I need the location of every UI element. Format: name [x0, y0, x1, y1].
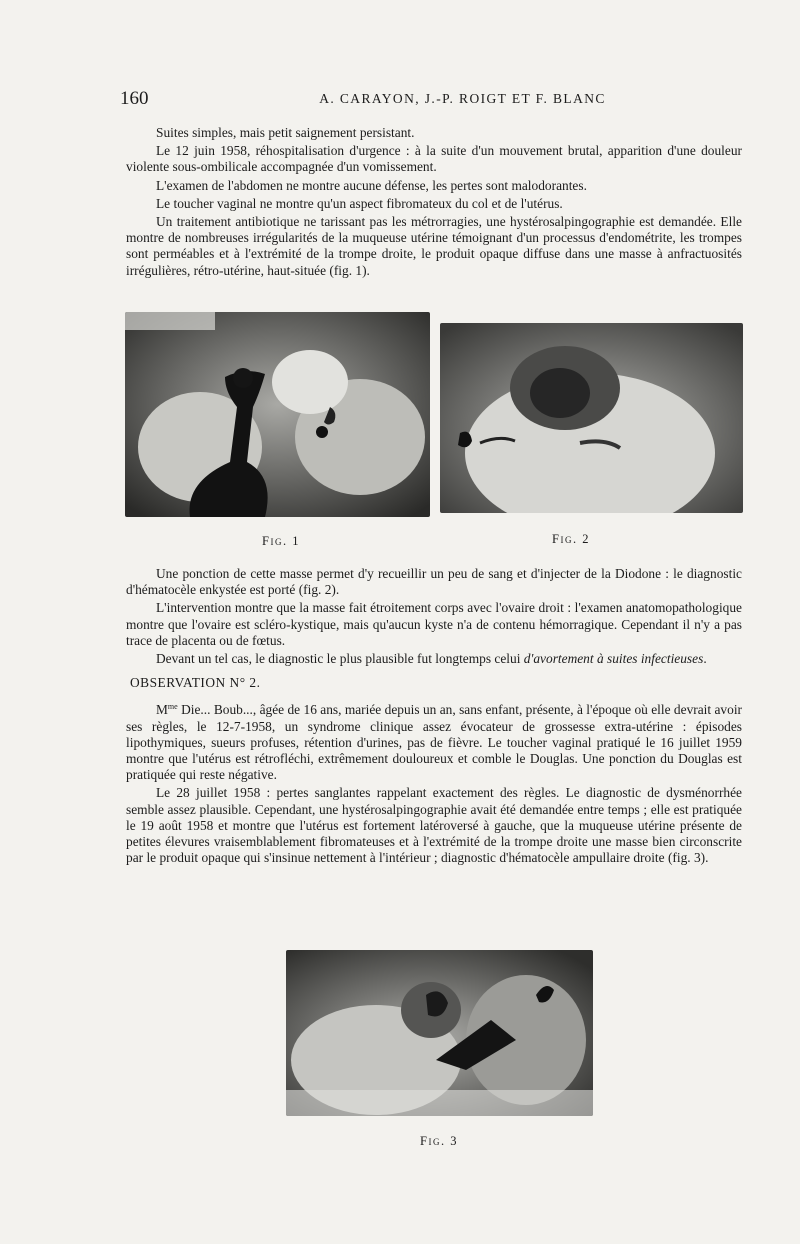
paragraph: [126, 651, 742, 667]
figure-2-caption: Fig. 2: [552, 532, 590, 546]
paragraph: L'intervention montre que la masse fait étroitement corps avec l'ovaire droit : l'examen anatomopathologique montre que l'ovaire est scléro-kystique, mais qu'aucun kyste n'a de contenu hémorragique. Cependant il n'y a pas trace de placenta ou de fœtus.: [126, 600, 742, 648]
title-abbr: M: [156, 702, 168, 718]
text-block-top: [126, 125, 742, 281]
text-block-middle: [126, 566, 742, 868]
figure-3-caption: Fig. 3: [420, 1134, 458, 1148]
paragraph-end: .: [703, 651, 707, 667]
figure-1-radiograph: [125, 312, 430, 517]
paragraph-text: Devant un tel cas, le diagnostic le plus plausible fut longtemps celui: [156, 651, 524, 667]
title-abbr-sup: me: [167, 702, 178, 712]
paragraph: Le 12 juin 1958, réhospitalisation d'urgence : à la suite d'un mouvement brutal, apparition d'une douleur violente sous-ombilicale accompagnée d'un vomissement.: [126, 143, 742, 175]
paragraph: Suites simples, mais petit saignement persistant.: [156, 125, 415, 140]
paragraph: Le toucher vaginal ne montre qu'un aspect fibromateux du col et de l'utérus.: [156, 195, 563, 211]
observation-heading: OBSERVATION N° 2.: [130, 675, 261, 691]
observation-paragraph-2: Le 28 juillet 1958 : pertes sanglantes rappelant exactement des règles. Le diagnostic de dysménorrhée semble assez plausible. Cependant, une hystérosalpingographie avait été demandée entre temps ; elle est pratiquée le 19 août 1958 et montre que l'utérus est fortement latéroversé à gauche, que la muqueuse utérine présente de petites élevures vraisemblablement fibromateuses et à l'extrémité de la trompe droite une masse bien circonscrite par le produit opaque qui s'insinue nettement à l'intérieur ; diagnostic d'hématocèle ampullaire droite (fig. 3).: [126, 785, 742, 866]
figure-1-caption: Fig. 1: [262, 534, 300, 548]
paragraph: L'examen de l'abdomen ne montre aucune défense, les pertes sont malodorantes.: [156, 177, 587, 193]
paragraph: Un traitement antibiotique ne tarissant pas les métrorragies, une hystérosalpingographie est demandée. Elle montre de nombreuses irrégularités de la muqueuse utérine témoignant d'un processus d'endométrite, les trompes sont perméables et à l'extrémité de la trompe droite, le produit opaque diffuse dans une masse à anfractuosités irrégulières, rétro-utérine, haut-située (fig. 1).: [126, 214, 742, 278]
observation-paragraph-1: [126, 699, 742, 783]
page-number: 160: [120, 88, 149, 109]
running-head: A. CARAYON, J.-P. ROIGT ET F. BLANC: [319, 91, 606, 106]
emphasis-text: d'avortement à suites infectieuses: [523, 651, 704, 667]
paragraph: Une ponction de cette masse permet d'y recueillir un peu de sang et d'injecter de la Diodone : le diagnostic d'hématocèle enkystée est porté (fig. 2).: [126, 566, 742, 598]
page-header: [120, 88, 745, 112]
figure-2-radiograph: [440, 323, 743, 513]
figure-3-radiograph: [286, 950, 593, 1116]
paragraph-text: Die... Boub..., âgée de 16 ans, mariée depuis un an, sans enfant, présente, à l'époque où elle devrait avoir ses règles, le 12-7-1958, un syndrome clinique assez évocateur de grossesse extra-utérine : épisodes lipothymiques, sueurs profuses, rétention d'urines, pas de fièvre. Le toucher vaginal pratiqué le 16 juillet 1959 montre que l'utérus est rétrofléchi, extrêmement douloureux et comble le Douglas. Une ponction du Douglas est pratiquée qui reste négative.: [126, 702, 742, 783]
